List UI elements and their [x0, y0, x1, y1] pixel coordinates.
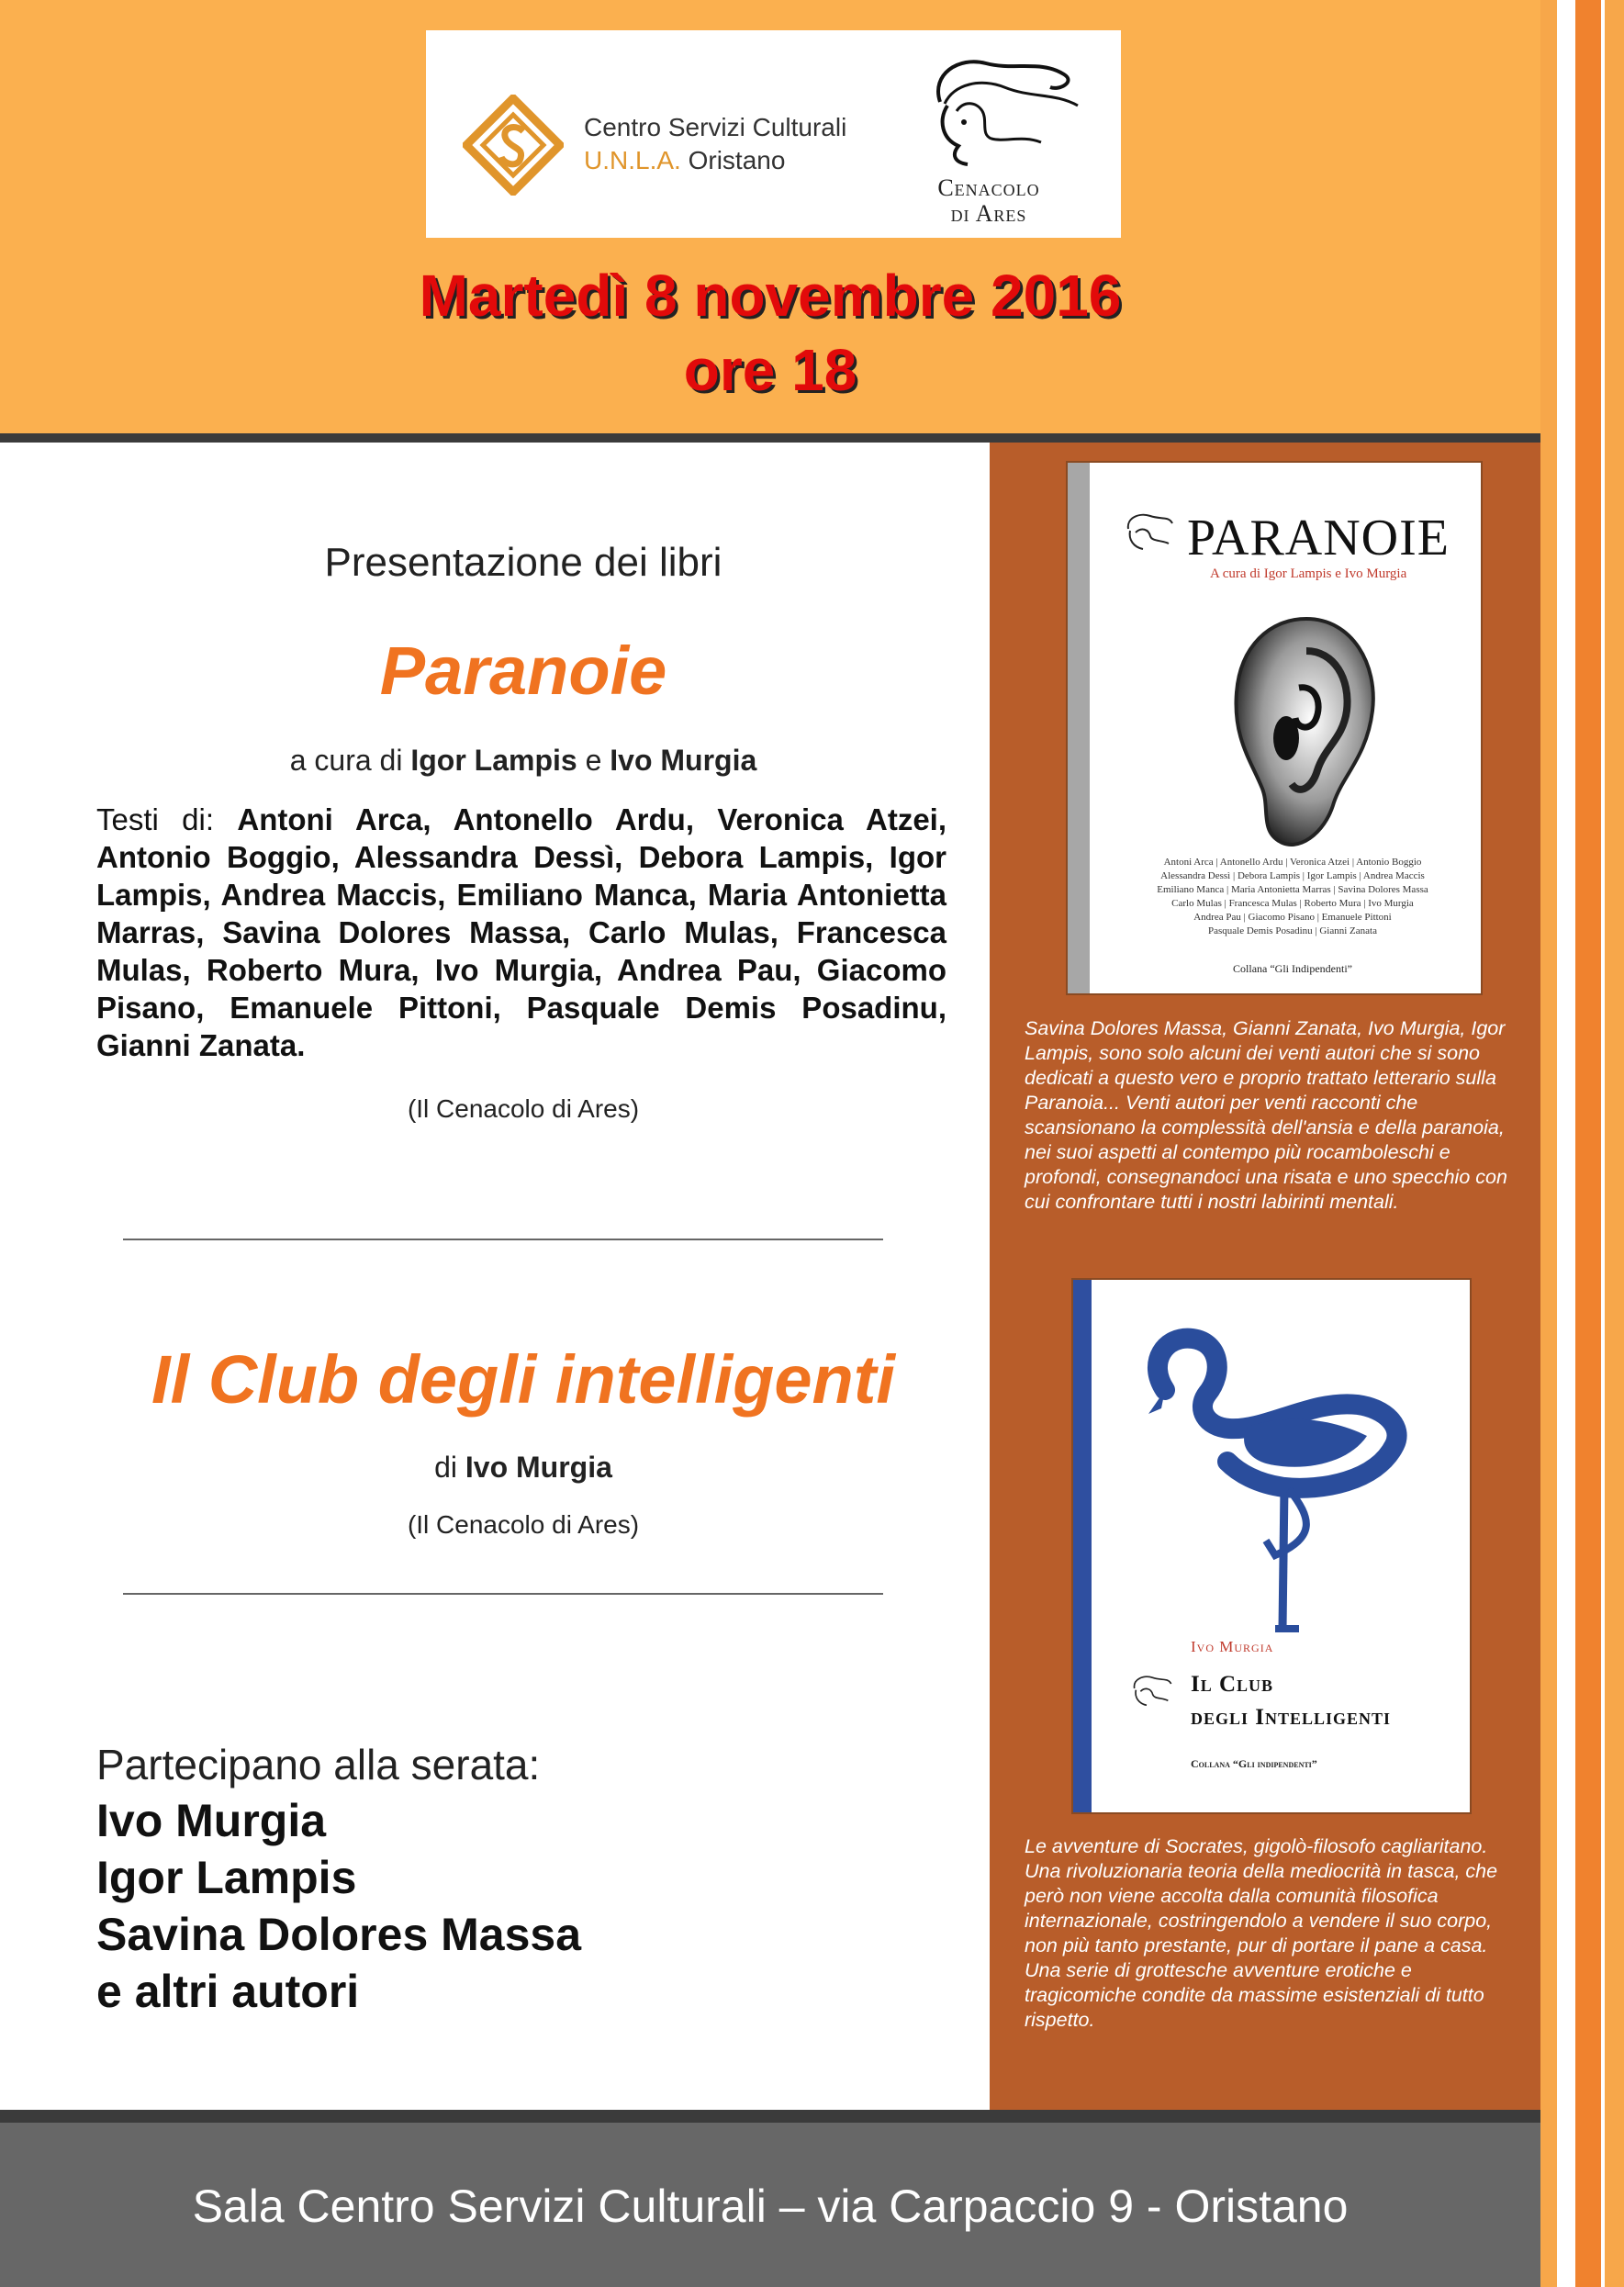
centro-servizi-name — [584, 111, 846, 177]
club-intelligenti-cover — [1073, 1280, 1470, 1812]
book1-blurb: Savina Dolores Massa, Gianni Zanata, Ivo Murgia, Igor Lampis, sono solo alcuni dei venti autori che si sono dedicati a questo vero e proprio trattato letterario sulla Paranoia... Venti autori per venti racconti che scansionano la complessità dell'ansia e della paranoia, nei suoi aspetti al contempo più rocamboleschi e profondi, consegnandoci una risata e uno specchio con cui confrontare tutti i nostri labirinti mentali. — [1025, 1017, 1507, 1213]
book1-title: Paranoie — [379, 633, 667, 709]
centro-servizi-logo-icon — [463, 95, 564, 196]
curator-name: Igor Lampis — [410, 744, 577, 777]
participant-name: Igor Lampis — [96, 1852, 357, 1903]
cover-spine — [1073, 1280, 1092, 1812]
book2-publisher: (Il Cenacolo di Ares) — [407, 1510, 640, 1539]
cover-title-line: degli Intelligenti — [1191, 1705, 1392, 1730]
cenacolo-line2: di Ares — [950, 200, 1027, 227]
decorative-stripe — [1605, 0, 1624, 2287]
logos-banner — [426, 30, 1121, 238]
curator-name: Ivo Murgia — [610, 744, 757, 777]
decorative-stripe — [1540, 0, 1557, 2287]
participant-name: e altri autori — [96, 1966, 360, 2017]
participants-list — [96, 1792, 581, 2020]
section-divider — [123, 1239, 883, 1240]
cover-authors-line: Antoni Arca | Antonello Ardu | Veronica Atzei | Antonio Boggio — [1163, 857, 1422, 868]
author-name: Ivo Murgia — [465, 1451, 612, 1484]
header-divider — [0, 433, 1540, 443]
cover-spine — [1068, 463, 1090, 993]
cover-authors-line: Pasquale Demis Posadinu | Gianni Zanata — [1208, 925, 1377, 936]
decorative-stripe — [1557, 0, 1575, 2287]
flamingo-illustration-icon — [1128, 1326, 1440, 1647]
city-label: Oristano — [688, 146, 786, 174]
book-covers-column — [990, 443, 1540, 2110]
by-prefix: di — [434, 1451, 457, 1484]
authors-list: Antoni Arca, Antonello Ardu, Veronica Atzei, Antonio Boggio, Alessandra Dessì, Debora Lampis, Igor Lampis, Andrea Maccis, Emiliano Manca, Maria Antonietta Marras, Savina Dolores Massa, Carlo Mulas, Francesca Mulas, Roberto Mura, Ivo Murgia, Andrea Pau, Giacomo Pisano, Emanuele Pittoni, Pasquale Demis Posadinu, Gianni Zanata. — [96, 802, 947, 1062]
cover-authors-line: Andrea Pau | Giacomo Pisano | Emanuele Pittoni — [1193, 912, 1392, 923]
footer-divider — [0, 2110, 1540, 2123]
book1-curators — [92, 744, 955, 778]
presentation-heading: Presentazione dei libri — [324, 540, 722, 585]
cenacolo-ares-logo-icon — [903, 47, 1087, 185]
cover-title-line: Il Club — [1191, 1672, 1274, 1697]
header — [0, 0, 1540, 433]
book2-title: Il Club degli intelligenti — [151, 1341, 895, 1418]
curated-prefix: a cura di — [289, 744, 403, 777]
decorative-stripe — [1575, 0, 1601, 2287]
section-divider — [123, 1593, 883, 1595]
texts-prefix: Testi di: — [96, 802, 215, 836]
book2-blurb: Le avventure di Socrates, gigolò-filosofo cagliaritano. Una rivoluzionaria teoria della mediocrità in tasca, che però non viene accolta dalla comunità filosofica internazionale, costringendolo a vendere il suo corpo, non più tanto prestante, pur di portare il pane a casa. Una serie di grottesche avventure erotiche e tragicomiche condite da massime esistenziali di tutto rispetto. — [1025, 1835, 1498, 2031]
curated-and: e — [585, 744, 602, 777]
book2-author-line — [92, 1451, 955, 1485]
paranoie-cover — [1068, 463, 1481, 993]
centro-servizi-line1: Centro Servizi Culturali — [584, 113, 847, 141]
event-date: Martedì 8 novembre 2016 — [419, 263, 1122, 329]
cover-collana: Collana “Gli indipendenti” — [1191, 1757, 1317, 1770]
unla-label: U.N.L.A. — [584, 146, 681, 174]
cover-author: Ivo Murgia — [1191, 1638, 1274, 1655]
event-time: ore 18 — [683, 337, 857, 403]
participant-name: Ivo Murgia — [96, 1795, 327, 1846]
cover-authors-line: Alessandra Dessì | Debora Lampis | Igor Lampis | Andrea Maccis — [1160, 870, 1425, 881]
cover-authors-line: Carlo Mulas | Francesca Mulas | Roberto Mura | Ivo Murgia — [1171, 898, 1414, 909]
cover-authors — [1141, 856, 1444, 938]
book1-authors — [96, 801, 946, 1064]
ear-illustration-icon — [1215, 600, 1389, 867]
cover-collana: Collana “Gli Indipendenti” — [1233, 962, 1352, 975]
cover-title: PARANOIE — [1187, 510, 1450, 566]
footer — [0, 2123, 1540, 2287]
participant-name: Savina Dolores Massa — [96, 1909, 582, 1960]
cenacolo-ares-name — [911, 175, 1067, 227]
cover-title — [1191, 1668, 1391, 1734]
book1-publisher: (Il Cenacolo di Ares) — [407, 1094, 640, 1123]
cover-authors-line: Emiliano Manca | Maria Antonietta Marras | Savina Dolores Massa — [1157, 884, 1428, 895]
cenacolo-line1: Cenacolo — [937, 174, 1040, 201]
venue-address: Sala Centro Servizi Culturali – via Carpaccio 9 - Oristano — [192, 2180, 1349, 2232]
cenacolo-mini-logo-icon — [1121, 509, 1176, 560]
participants-heading: Partecipano alla serata: — [96, 1741, 541, 1788]
cenacolo-mini-logo-icon — [1128, 1670, 1174, 1716]
cover-subtitle: A cura di Igor Lampis e Ivo Murgia — [1210, 566, 1407, 581]
